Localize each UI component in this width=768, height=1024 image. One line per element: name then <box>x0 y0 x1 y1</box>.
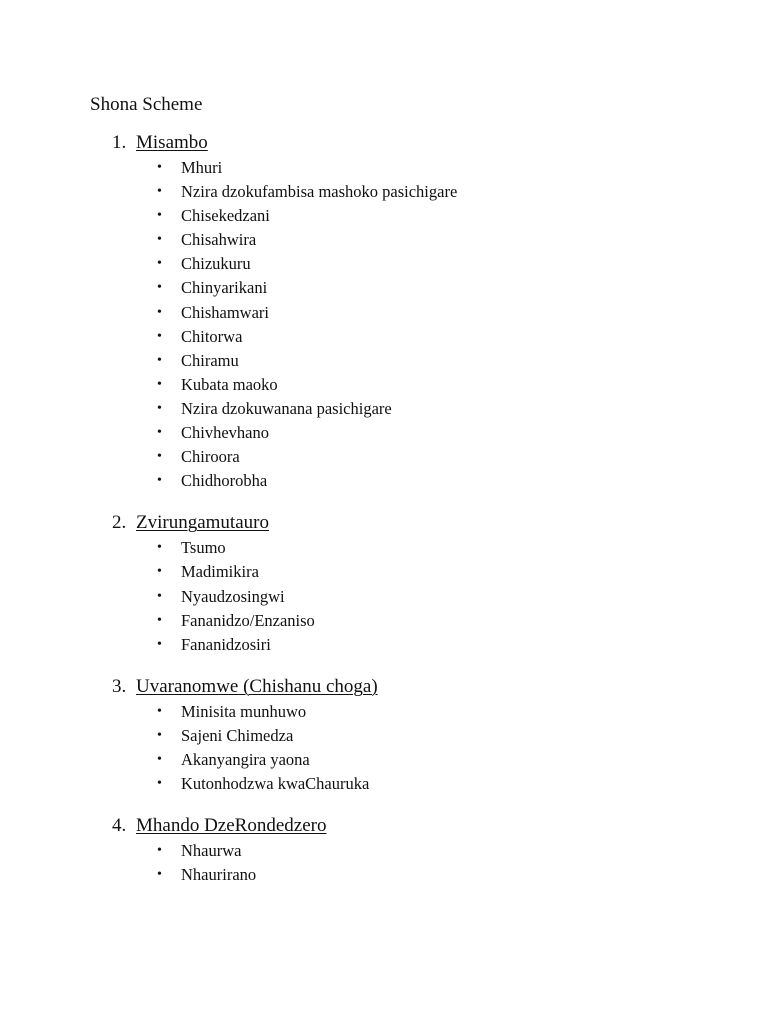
list-item <box>0 301 768 325</box>
list-item <box>0 445 768 469</box>
list-item <box>0 748 768 772</box>
list-item-text: Chisekedzani <box>181 206 270 226</box>
list-item-text: Nhaurwa <box>181 841 242 861</box>
list-item <box>0 839 768 863</box>
section-3 <box>0 675 768 796</box>
list-item-text: Chivhevhano <box>181 423 269 443</box>
list-item <box>0 228 768 252</box>
bullet-icon: • <box>157 612 162 628</box>
list-item-text: Chinyarikani <box>181 278 268 298</box>
list-item-text: Chiroora <box>181 447 240 467</box>
list-item <box>0 325 768 349</box>
list-item <box>0 204 768 228</box>
list-item <box>0 863 768 887</box>
bullet-icon: • <box>157 751 162 767</box>
bullet-list <box>0 839 768 887</box>
bullet-icon: • <box>157 867 162 883</box>
section-heading <box>0 131 768 155</box>
list-item-text: Minisita munhuwo <box>181 701 307 721</box>
bullet-icon: • <box>157 280 162 296</box>
list-item <box>0 585 768 609</box>
bullet-icon: • <box>157 776 162 792</box>
section-heading <box>0 511 768 535</box>
section-number: 4. <box>112 815 127 837</box>
bullet-icon: • <box>157 184 162 200</box>
bullet-icon: • <box>157 256 162 272</box>
section-2 <box>0 511 768 656</box>
list-item-text: Nhaurirano <box>181 865 257 885</box>
section-1 <box>0 131 768 493</box>
list-item <box>0 469 768 493</box>
list-item-text: Tsumo <box>181 538 226 558</box>
list-item-text: Madimikira <box>181 562 259 582</box>
bullet-icon: • <box>157 160 162 175</box>
list-item <box>0 609 768 633</box>
section-number: 2. <box>112 512 127 534</box>
section-number: 3. <box>112 675 127 697</box>
bullet-icon: • <box>157 304 162 320</box>
bullet-icon: • <box>157 352 162 368</box>
bullet-icon: • <box>157 636 162 652</box>
section-heading <box>0 675 768 699</box>
list-item-text: Chishamwari <box>181 302 269 322</box>
section-heading <box>0 814 768 838</box>
bullet-icon: • <box>157 376 162 392</box>
bullet-icon: • <box>157 328 162 344</box>
list-item <box>0 276 768 300</box>
list-item <box>0 349 768 373</box>
list-item <box>0 772 768 796</box>
bullet-icon: • <box>157 703 162 719</box>
list-item-text: Chiramu <box>181 350 239 370</box>
list-item-text: Chitorwa <box>181 326 243 346</box>
list-item <box>0 560 768 584</box>
list-item-text: Chisahwira <box>181 230 257 250</box>
section-title: Misambo <box>136 132 208 153</box>
list-item-text: Nzira dzokufambisa mashoko pasichigare <box>181 182 458 202</box>
list-item <box>0 252 768 276</box>
section-title: Zvirungamutauro <box>136 512 269 534</box>
list-item <box>0 421 768 445</box>
bullet-icon: • <box>157 727 162 743</box>
bullet-icon: • <box>157 564 162 580</box>
list-item-text: Kubata maoko <box>181 374 278 394</box>
bullet-icon: • <box>157 843 162 859</box>
bullet-icon: • <box>157 400 162 416</box>
list-item-text: Nzira dzokuwanana pasichigare <box>181 398 392 418</box>
list-item <box>0 700 768 724</box>
list-item <box>0 397 768 421</box>
list-item <box>0 633 768 657</box>
section-list <box>0 131 768 905</box>
bullet-icon: • <box>157 540 162 556</box>
list-item-text: Sajeni Chimedza <box>181 725 294 745</box>
list-item-text: Akanyangira yaona <box>181 749 310 769</box>
list-item-text: Kutonhodzwa kwaChauruka <box>181 774 370 794</box>
bullet-icon: • <box>157 208 162 224</box>
list-item <box>0 536 768 560</box>
section-title: Mhando DzeRondedzero <box>136 815 327 837</box>
list-item <box>0 180 768 204</box>
bullet-icon: • <box>157 449 162 465</box>
list-item <box>0 156 768 180</box>
section-4 <box>0 814 768 887</box>
bullet-list <box>0 156 768 493</box>
bullet-icon: • <box>157 473 162 489</box>
bullet-icon: • <box>157 588 162 604</box>
list-item <box>0 724 768 748</box>
list-item-text: Fananidzosiri <box>181 634 271 654</box>
list-item-text: Chizukuru <box>181 254 251 274</box>
bullet-icon: • <box>157 425 162 441</box>
bullet-list <box>0 700 768 796</box>
list-item-text: Fananidzo/Enzaniso <box>181 610 315 630</box>
section-title: Uvaranomwe (Chishanu choga) <box>136 675 378 697</box>
bullet-list <box>0 536 768 656</box>
document-title: Shona Scheme <box>90 94 203 115</box>
list-item-text: Nyaudzosingwi <box>181 586 285 606</box>
list-item <box>0 373 768 397</box>
bullet-icon: • <box>157 232 162 248</box>
list-item-text: Mhuri <box>181 158 223 177</box>
section-number: 1. <box>112 132 127 153</box>
list-item-text: Chidhorobha <box>181 471 268 491</box>
